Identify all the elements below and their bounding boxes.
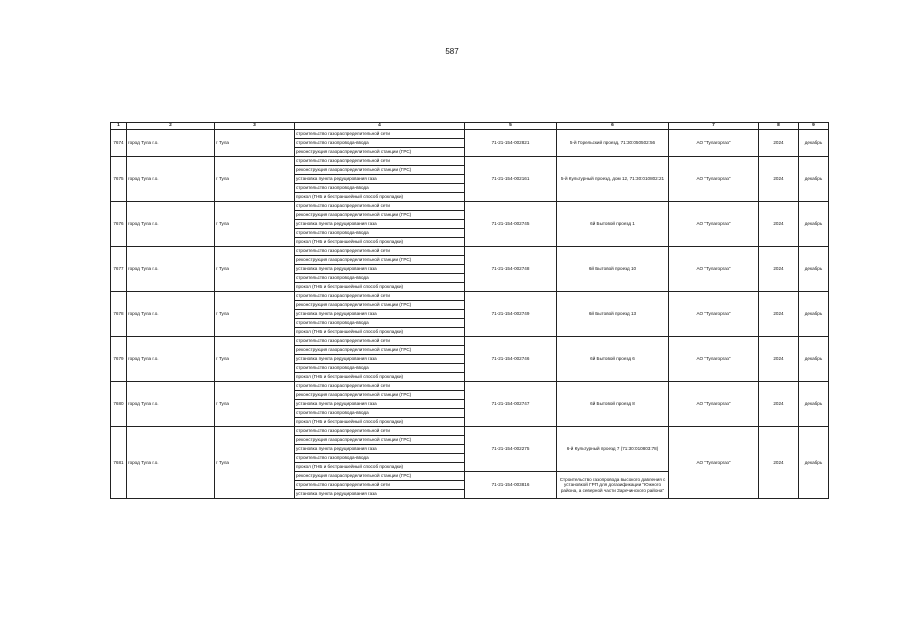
row-number: 7676 (111, 202, 127, 247)
month-cell: декабрь (799, 247, 829, 292)
work-type-cell: реконструкция газораспределительной станции (ГРС) (295, 301, 465, 310)
object-code-cell: 71-21-154-003816 (465, 472, 557, 499)
address-cell: 5-й Горельский проезд, 71:30:050502:56 (557, 130, 669, 157)
table-row (111, 292, 829, 301)
work-type-cell: строительство газопровода-ввода (295, 139, 465, 148)
address-cell: 6й Бытовой проезд 8 (557, 382, 669, 427)
work-type-cell: строительство газопровода-ввода (295, 364, 465, 373)
address-cell: 6й Бытовой проезд 6 (557, 337, 669, 382)
municipality-cell: город Тула г.о. (127, 337, 215, 382)
column-header: 8 (759, 123, 799, 130)
work-type-cell: установка пункта редуцирования газа (295, 355, 465, 364)
work-type-cell: строительство газораспределительной сети (295, 382, 465, 391)
month-cell: декабрь (799, 427, 829, 499)
work-type-cell: строительство газораспределительной сети (295, 481, 465, 490)
row-number: 7677 (111, 247, 127, 292)
work-type-cell: реконструкция газораспределительной станции (ГРС) (295, 472, 465, 481)
address-cell: 6й Бытовой проезд 1 (557, 202, 669, 247)
work-type-cell: установка пункта редуцирования газа (295, 265, 465, 274)
address-cell: 5-й Культурный проезд, дом 12, 71:30:010802:21 (557, 157, 669, 202)
locality-cell: г Тула (215, 427, 295, 499)
company-cell: АО "Тулагоргаз" (669, 337, 759, 382)
object-code-cell: 71-21-154-002275 (465, 427, 557, 472)
work-type-cell: прокол (ГНБ и бестраншейный способ прокладки) (295, 328, 465, 337)
work-type-cell: установка пункта редуцирования газа (295, 400, 465, 409)
year-cell: 2024 (759, 382, 799, 427)
work-type-cell: реконструкция газораспределительной станции (ГРС) (295, 391, 465, 400)
locality-cell: г Тула (215, 157, 295, 202)
column-header: 7 (669, 123, 759, 130)
column-header: 1 (111, 123, 127, 130)
month-cell: декабрь (799, 382, 829, 427)
work-type-cell: реконструкция газораспределительной станции (ГРС) (295, 346, 465, 355)
locality-cell: г Тула (215, 382, 295, 427)
month-cell: декабрь (799, 292, 829, 337)
municipality-cell: город Тула г.о. (127, 382, 215, 427)
row-number: 7680 (111, 382, 127, 427)
table-row (111, 202, 829, 211)
table-row (111, 130, 829, 139)
work-type-cell: прокол (ГНБ и бестраншейный способ прокладки) (295, 463, 465, 472)
company-cell: АО "Тулагоргаз" (669, 427, 759, 499)
work-type-cell: строительство газораспределительной сети (295, 202, 465, 211)
work-type-cell: установка пункта редуцирования газа (295, 175, 465, 184)
work-type-cell: строительство газораспределительной сети (295, 130, 465, 139)
row-number: 7678 (111, 292, 127, 337)
work-type-cell: реконструкция газораспределительной станции (ГРС) (295, 211, 465, 220)
work-type-cell: строительство газораспределительной сети (295, 157, 465, 166)
object-code-cell: 71-21-154-002749 (465, 292, 557, 337)
company-cell: АО "Тулагоргаз" (669, 202, 759, 247)
row-number: 7679 (111, 337, 127, 382)
work-type-cell: прокол (ГНБ и бестраншейный способ прокладки) (295, 193, 465, 202)
work-type-cell: строительство газопровода-ввода (295, 319, 465, 328)
object-code-cell: 71-21-154-002748 (465, 247, 557, 292)
year-cell: 2024 (759, 202, 799, 247)
year-cell: 2024 (759, 157, 799, 202)
work-type-cell: строительство газопровода-ввода (295, 409, 465, 418)
column-header: 9 (799, 123, 829, 130)
locality-cell: г Тула (215, 337, 295, 382)
object-code-cell: 71-21-154-002821 (465, 130, 557, 157)
municipality-cell: город Тула г.о. (127, 157, 215, 202)
row-number: 7675 (111, 157, 127, 202)
column-header: 5 (465, 123, 557, 130)
work-type-cell: строительство газопровода-ввода (295, 274, 465, 283)
address-cell: 6-й Культурный проезд 7 (71:30:010803:78) (557, 427, 669, 472)
municipality-cell: город Тула г.о. (127, 202, 215, 247)
column-header: 2 (127, 123, 215, 130)
year-cell: 2024 (759, 247, 799, 292)
address-cell: Строительство газопровода высокого давления с установкой ГРП для догазификации "Южного района, а северной части Заречинского района" (557, 472, 669, 499)
work-type-cell: установка пункта редуцирования газа (295, 220, 465, 229)
month-cell: декабрь (799, 130, 829, 157)
work-type-cell: строительство газопровода-ввода (295, 229, 465, 238)
company-cell: АО "Тулагоргаз" (669, 247, 759, 292)
year-cell: 2024 (759, 337, 799, 382)
work-type-cell: прокол (ГНБ и бестраншейный способ прокладки) (295, 283, 465, 292)
locality-cell: г Тула (215, 130, 295, 157)
company-cell: АО "Тулагоргаз" (669, 130, 759, 157)
table-row (111, 382, 829, 391)
municipality-cell: город Тула г.о. (127, 427, 215, 499)
registry-table (110, 122, 829, 499)
work-type-cell: реконструкция газораспределительной станции (ГРС) (295, 256, 465, 265)
locality-cell: г Тула (215, 292, 295, 337)
work-type-cell: реконструкция газораспределительной станции (ГРС) (295, 148, 465, 157)
table-row (111, 337, 829, 346)
row-number: 7681 (111, 427, 127, 499)
column-header: 3 (215, 123, 295, 130)
object-code-cell: 71-21-154-002747 (465, 382, 557, 427)
company-cell: АО "Тулагоргаз" (669, 292, 759, 337)
year-cell: 2024 (759, 292, 799, 337)
page-number: 587 (445, 47, 459, 56)
company-cell: АО "Тулагоргаз" (669, 382, 759, 427)
locality-cell: г Тула (215, 247, 295, 292)
object-code-cell: 71-21-154-002161 (465, 157, 557, 202)
table-row (111, 247, 829, 256)
work-type-cell: прокол (ГНБ и бестраншейный способ прокладки) (295, 238, 465, 247)
company-cell: АО "Тулагоргаз" (669, 157, 759, 202)
address-cell: 6й Бытовой проезд 10 (557, 247, 669, 292)
work-type-cell: установка пункта редуцирования газа (295, 445, 465, 454)
work-type-cell: строительство газораспределительной сети (295, 292, 465, 301)
registry-body (111, 130, 829, 499)
work-type-cell: реконструкция газораспределительной станции (ГРС) (295, 166, 465, 175)
year-cell: 2024 (759, 130, 799, 157)
address-cell: 6й Бытовой проезд 13 (557, 292, 669, 337)
object-code-cell: 71-21-154-002745 (465, 202, 557, 247)
work-type-cell: строительство газопровода-ввода (295, 184, 465, 193)
year-cell: 2024 (759, 427, 799, 499)
municipality-cell: город Тула г.о. (127, 247, 215, 292)
work-type-cell: строительство газопровода-ввода (295, 454, 465, 463)
month-cell: декабрь (799, 202, 829, 247)
month-cell: декабрь (799, 157, 829, 202)
work-type-cell: установка пункта редуцирования газа (295, 490, 465, 499)
row-number: 7674 (111, 130, 127, 157)
work-type-cell: реконструкция газораспределительной станции (ГРС) (295, 436, 465, 445)
header-row (111, 123, 829, 130)
column-header: 6 (557, 123, 669, 130)
column-header: 4 (295, 123, 465, 130)
table-row (111, 157, 829, 166)
work-type-cell: установка пункта редуцирования газа (295, 310, 465, 319)
work-type-cell: прокол (ГНБ и бестраншейный способ прокладки) (295, 418, 465, 427)
municipality-cell: город Тула г.о. (127, 292, 215, 337)
work-type-cell: строительство газораспределительной сети (295, 337, 465, 346)
month-cell: декабрь (799, 337, 829, 382)
object-code-cell: 71-21-154-002746 (465, 337, 557, 382)
work-type-cell: прокол (ГНБ и бестраншейный способ прокладки) (295, 373, 465, 382)
municipality-cell: город Тула г.о. (127, 130, 215, 157)
table-row (111, 427, 829, 436)
locality-cell: г Тула (215, 202, 295, 247)
work-type-cell: строительство газораспределительной сети (295, 427, 465, 436)
work-type-cell: строительство газораспределительной сети (295, 247, 465, 256)
